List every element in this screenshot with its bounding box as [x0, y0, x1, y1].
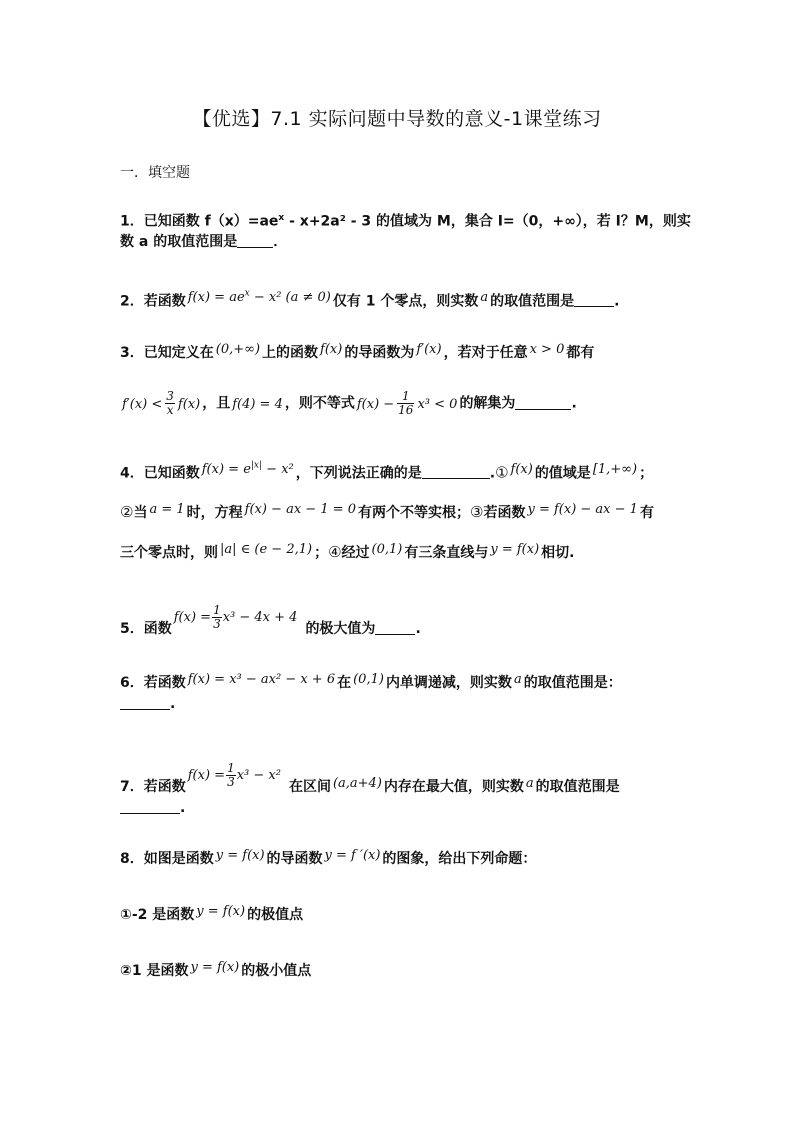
- question-5: 5．函数f(x) = $\frac{1}{3}$ x³ − 4x + 4的极大值为 .: [120, 603, 421, 637]
- answer-blank[interactable]: [237, 235, 273, 248]
- question-4-line2: ②当 a = 1 时，方程 f(x) − ax − 1 = 0 有两个不等实根；③若函数 y = f(x) − ax − 1 有: [120, 502, 654, 521]
- answer-blank[interactable]: [515, 397, 571, 410]
- question-3-line2: f′(x) < $\frac{3}{x}$ f(x) ，且 f(4) = 4 ，则不等式 f(x) − $\frac{1}{16}$ x³ < 0 的解集为 .: [122, 389, 577, 417]
- answer-blank[interactable]: [422, 466, 490, 479]
- question-4: 4．已知函数 $f(x) = e^{|x|} - x^2$ ，下列说法正确的是 .① f(x) 的值域是 [1,+∞) ；: [120, 461, 654, 482]
- question-7-line2: .: [120, 798, 680, 818]
- proposition-2: ②1 是函数 y = f(x) 的极小值点: [120, 960, 312, 979]
- question-6: 6．若函数 f(x) = x³ − ax² − x + 6 在 (0,1) 内单调递减，则实数 a 的取值范围是：: [120, 672, 622, 691]
- answer-blank[interactable]: [120, 697, 170, 710]
- question-8: 8．如图是函数 y = f(x) 的导函数 y = f ′(x) 的图象，给出下列命题：: [120, 848, 537, 867]
- section-heading: 一．填空题: [120, 165, 190, 181]
- page-title: 【优选】7.1 实际问题中导数的意义-1课堂练习: [192, 108, 602, 130]
- answer-blank[interactable]: [574, 294, 614, 307]
- answer-blank[interactable]: [120, 801, 180, 814]
- question-1: 1．已知函数 $f(x)=ae^x - x+2a^2 - 3$ 的值域为 M，集合 I=（0，+∞），若 I？M，则实: [120, 213, 691, 230]
- question-4-line3: 三个零点时，则 |a| ∈ (e − 2,1) ；④经过 (0,1) 有三条直线与 y = f(x) 相切.: [120, 542, 575, 561]
- question-6-line2: .: [120, 694, 680, 714]
- question-1-line2: 数 a 的取值范围是 ．: [120, 234, 288, 250]
- question-3: 3．已知定义在 (0,+∞) 上的函数 f(x) 的导函数为 f′(x) ，若对于任意 x > 0 都有: [120, 342, 595, 361]
- answer-blank[interactable]: [375, 622, 415, 635]
- question-2: 2．若函数 $f(x) = ae^x - x^2$ (a ≠ 0) 仅有 1 个零点，则实数 a 的取值范围是 .: [120, 289, 620, 310]
- question-7: 7．若函数f(x) = $\frac{1}{3}$ x³ − x²在区间 (a,a+4) 内存在最大值，则实数 a 的取值范围是: [120, 761, 620, 795]
- proposition-1: ①-2 是函数 y = f(x) 的极值点: [120, 904, 304, 923]
